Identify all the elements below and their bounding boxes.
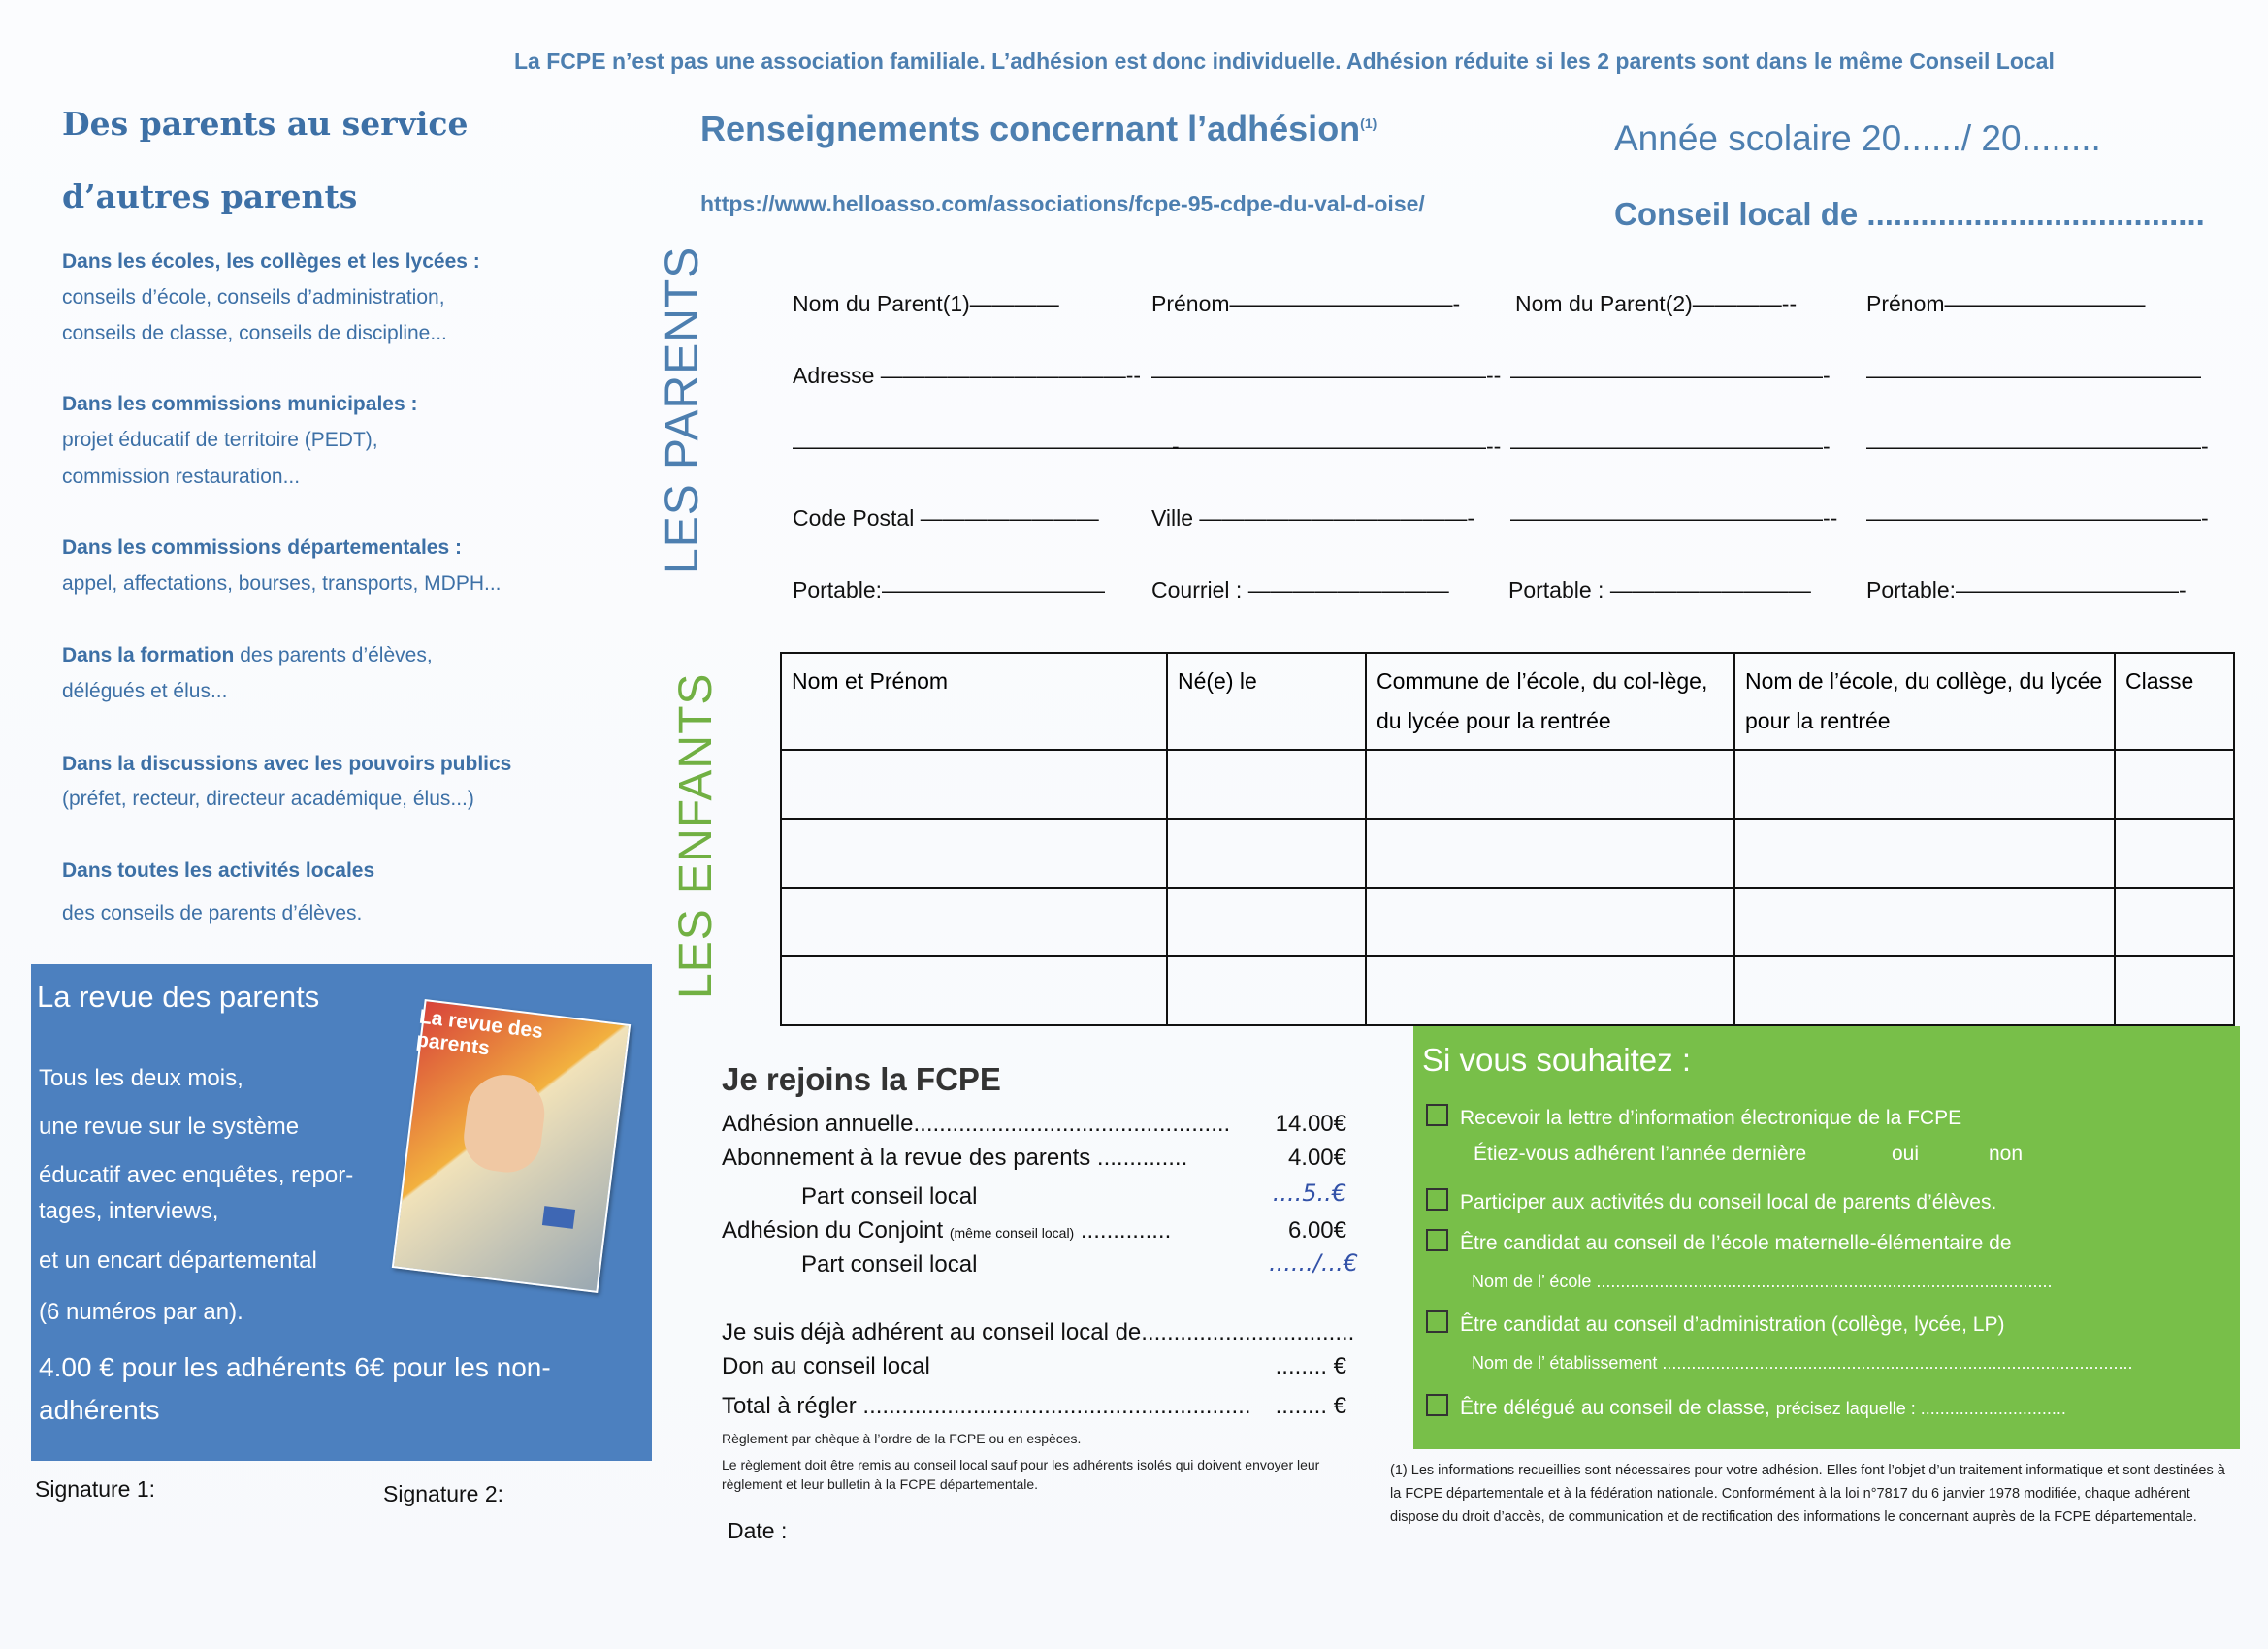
local-activities-option[interactable] [1426, 1188, 1996, 1214]
local-activities-label: Participer aux activités du conseil local de parents d’élèves. [1460, 1191, 1997, 1213]
total-amount[interactable]: ........ € [1275, 1393, 1346, 1419]
table-row[interactable] [781, 888, 2234, 956]
newsletter-label: Recevoir la lettre d’information électronique de la FCPE [1460, 1107, 1962, 1129]
child-1-name-cell[interactable] [781, 750, 1167, 819]
admin-council-label: Être candidat au conseil d’administration (collège, lycée, LP) [1460, 1313, 2005, 1336]
school-council-label: Être candidat au conseil de l’école maternelle-élémentaire de [1460, 1232, 2012, 1254]
conseil-local-field[interactable]: Conseil local de ...................................... [1614, 196, 2205, 232]
child-3-name-cell[interactable] [781, 888, 1167, 956]
section-departmental-line-1: appel, affectations, bourses, transports, MDPH... [62, 572, 502, 595]
helloasso-url[interactable]: https://www.helloasso.com/associations/fcpe-95-cdpe-du-val-d-oise/ [700, 191, 1425, 216]
address-line-2-field-4[interactable]: ———————————————- [1866, 434, 2209, 459]
city-field[interactable]: Ville ————————————- [1151, 505, 1475, 531]
postal-city-parent2-field-2[interactable]: ———————————————- [1866, 505, 2209, 531]
section-municipal-head: Dans les commissions municipales : [62, 393, 418, 415]
remittance-note: Le règlement doit être remis au conseil local sauf pour les adhérents isolés qui doivent envoyer leur règlement et leur bulletin à la FCPE départementale. [722, 1457, 1320, 1492]
child-4-school-cell[interactable] [1734, 956, 2115, 1025]
address-field-4[interactable]: ——————————————— [1866, 363, 2201, 388]
section-public-line-1: (préfet, recteur, directeur académique, élus...) [62, 788, 474, 810]
children-section-label: LES ENFANTS [670, 672, 722, 999]
parents-section-label: LES PARENTS [657, 245, 708, 574]
data-protection-footnote: (1) Les informations recueillies sont nécessaires pour votre adhésion. Elles font l’objet d’un traitement informatique et sont destinées à la FCPE départementale et à la fédération nationale. Conformément à la loi n°7817 du 6 janvier 1978 modifiée, chaque adhérent dispose du droit d’accès, de communication et de rectification des informations le concernant auprès de la FCPE départementale. [1390, 1463, 2225, 1525]
local-activities-checkbox[interactable] [1426, 1188, 1448, 1211]
email-field[interactable]: Courriel : ————————— [1151, 577, 1449, 602]
class-delegate-checkbox[interactable] [1426, 1394, 1448, 1416]
section-municipal-line-2: commission restauration... [62, 466, 301, 488]
child-1-commune-cell[interactable] [1366, 750, 1734, 819]
section-schools-line-1: conseils d’école, conseils d’administration, [62, 286, 445, 308]
address-line-2-field-1[interactable]: —————————————————- [793, 434, 1180, 459]
postal-city-parent2-field[interactable]: ——————————————-- [1510, 505, 1838, 531]
revue-line-1: Tous les deux mois, [39, 1065, 243, 1091]
previous-member-no[interactable]: non [1989, 1143, 2024, 1165]
school-year-field[interactable]: Année scolaire 20....../ 20........ [1614, 118, 2101, 158]
child-1-birth-cell[interactable] [1167, 750, 1366, 819]
col-class: Classe [2115, 653, 2234, 750]
children-table [780, 652, 2235, 1026]
school-council-checkbox[interactable] [1426, 1229, 1448, 1251]
child-2-name-cell[interactable] [781, 819, 1167, 888]
annual-membership-label: Adhésion annuelle................................................. [722, 1111, 1231, 1137]
spouse-membership-amount: 6.00€ [1287, 1217, 1346, 1244]
col-school-name: Nom de l’école, du collège, du lycée pour la rentrée [1734, 653, 2115, 750]
child-1-school-cell[interactable] [1734, 750, 2115, 819]
membership-info-title-note: (1) [1360, 115, 1377, 131]
newsletter-checkbox[interactable] [1426, 1104, 1448, 1126]
parent2-name-field[interactable]: Nom du Parent(2)————-- [1515, 291, 1798, 316]
local-share-amount-1[interactable]: ....5..€ [1272, 1180, 1346, 1207]
section-schools-line-2: conseils de classe, conseils de discipline... [62, 322, 447, 344]
wish-title: Si vous souhaitez : [1422, 1042, 1691, 1078]
child-4-commune-cell[interactable] [1366, 956, 1734, 1025]
membership-info-title-text: Renseignements concernant l’adhésion [700, 109, 1361, 148]
join-fcpe-title: Je rejoins la FCPE [722, 1061, 1001, 1097]
newsletter-option[interactable] [1426, 1104, 1961, 1130]
school-council-option[interactable] [1426, 1229, 2012, 1255]
parent1-firstname-field[interactable]: Prénom——————————- [1151, 291, 1461, 316]
child-2-school-cell[interactable] [1734, 819, 2115, 888]
revue-line-3: éducatif avec enquêtes, repor- [39, 1162, 354, 1188]
revue-subscription-label: Abonnement à la revue des parents .............. [722, 1145, 1188, 1171]
class-delegate-label: Être délégué au conseil de classe, [1460, 1397, 1770, 1419]
children-table-header-row [781, 653, 2234, 750]
spouse-membership-line [722, 1217, 1171, 1245]
previous-member-question: Étiez-vous adhérent l’année dernière [1474, 1143, 1807, 1165]
child-3-school-cell[interactable] [1734, 888, 2115, 956]
spouse-membership-note: (même conseil local) [949, 1225, 1075, 1241]
revue-cover-logo [542, 1206, 575, 1229]
address-line-2-field-3[interactable]: ——————————————- [1510, 434, 1831, 459]
child-4-birth-cell[interactable] [1167, 956, 1366, 1025]
col-birth-date: Né(e) le [1167, 653, 1366, 750]
annual-membership-amount: 14.00€ [1275, 1111, 1346, 1137]
child-4-class-cell[interactable] [2115, 956, 2234, 1025]
address-field-1[interactable]: Adresse ———————————-- [793, 363, 1142, 388]
spouse-membership-dots: .............. [1080, 1217, 1172, 1244]
revue-price: 4.00 € pour les adhérents 6€ pour les non-adhérents [39, 1352, 551, 1425]
address-field-3[interactable]: ——————————————- [1510, 363, 1831, 388]
revue-line-6: (6 numéros par an). [39, 1299, 243, 1325]
membership-info-title [700, 109, 1377, 149]
section-training-line-1: délégués et élus... [62, 680, 228, 702]
donation-amount[interactable]: ........ € [1275, 1353, 1346, 1379]
mobile-field-3[interactable]: Portable:——————————- [1866, 577, 2187, 602]
section-municipal-line-1: projet éducatif de territoire (PEDT), [62, 429, 378, 451]
establishment-name-field[interactable]: Nom de l’ établissement ................................................................................................. [1472, 1353, 2133, 1373]
school-name-field[interactable]: Nom de l’ école .............................................................................................. [1472, 1272, 2053, 1291]
left-title-line-1: Des parents au service [62, 105, 469, 143]
top-note: La FCPE n’est pas une association familiale. L’adhésion est donc individuelle. Adhésion réduite si les 2 parents sont dans le même Conseil Local [514, 48, 2055, 74]
signature-1-label: Signature 1: [35, 1476, 156, 1502]
child-2-birth-cell[interactable] [1167, 819, 1366, 888]
left-title-line-2: d’autres parents [62, 178, 358, 215]
revue-cover-title: La revue des parents [414, 1005, 545, 1060]
local-share-amount-2[interactable]: ....../...€ [1269, 1249, 1359, 1277]
admin-council-option[interactable] [1426, 1310, 2004, 1337]
parent2-firstname-field[interactable]: Prénom————————— [1866, 291, 2146, 316]
table-row[interactable] [781, 819, 2234, 888]
revue-subscription-amount: 4.00€ [1287, 1145, 1346, 1171]
child-4-name-cell[interactable] [781, 956, 1167, 1025]
col-name-prenom: Nom et Prénom [781, 653, 1167, 750]
already-member-field[interactable]: Je suis déjà adhérent au conseil local de................................. [722, 1319, 1355, 1345]
table-row[interactable] [781, 750, 2234, 819]
local-share-label-1: Part conseil local [801, 1183, 978, 1210]
revue-line-2: une revue sur le système [39, 1114, 300, 1140]
total-label: Total à régler ............................................................ [722, 1393, 1251, 1419]
col-school-commune: Commune de l’école, du col-lège, du lycée pour la rentrée [1366, 653, 1734, 750]
postal-code-field[interactable]: Code Postal ———————— [793, 505, 1099, 531]
parent1-name-field[interactable]: Nom du Parent(1)———— [793, 291, 1059, 316]
revue-line-4: tages, interviews, [39, 1198, 219, 1224]
revue-line-5: et un encart départemental [39, 1247, 317, 1274]
address-field-2[interactable]: ———————————————-- [1151, 363, 1502, 388]
child-3-class-cell[interactable] [2115, 888, 2234, 956]
table-row[interactable] [781, 956, 2234, 1025]
child-2-class-cell[interactable] [2115, 819, 2234, 888]
child-3-birth-cell[interactable] [1167, 888, 1366, 956]
mobile-field-2[interactable]: Portable : ————————— [1508, 577, 1811, 602]
section-training-head: Dans la formation [62, 644, 235, 666]
address-line-2-field-2[interactable]: ———————————————-- [1151, 434, 1502, 459]
date-label: Date : [728, 1518, 788, 1543]
local-share-label-2: Part conseil local [801, 1251, 978, 1277]
mobile-field-1[interactable]: Portable:—————————— [793, 577, 1106, 602]
donation-label: Don au conseil local [722, 1353, 930, 1379]
admin-council-checkbox[interactable] [1426, 1310, 1448, 1333]
section-departmental-head: Dans les commissions départementales : [62, 536, 462, 559]
signature-2-label: Signature 2: [383, 1481, 504, 1506]
previous-member-yes[interactable]: oui [1892, 1143, 1920, 1165]
class-delegate-option[interactable] [1426, 1394, 2066, 1420]
section-training-head-rest: des parents d’élèves, [234, 644, 433, 666]
child-2-commune-cell[interactable] [1366, 819, 1734, 888]
spouse-membership-label: Adhésion du Conjoint [722, 1217, 944, 1244]
section-local-line-1: des conseils de parents d’élèves. [62, 902, 363, 924]
child-3-commune-cell[interactable] [1366, 888, 1734, 956]
payment-note: Règlement par chèque à l’ordre de la FCPE ou en espèces. [722, 1431, 1082, 1446]
class-delegate-detail[interactable]: précisez laquelle : .............................. [1775, 1399, 2066, 1418]
revue-title: La revue des parents [37, 980, 320, 1014]
section-public-head: Dans la discussions avec les pouvoirs publics [62, 753, 512, 775]
child-1-class-cell[interactable] [2115, 750, 2234, 819]
section-local-head: Dans toutes les activités locales [62, 859, 375, 882]
section-training-head-line [62, 644, 433, 667]
section-schools-head: Dans les écoles, les collèges et les lycées : [62, 250, 480, 273]
